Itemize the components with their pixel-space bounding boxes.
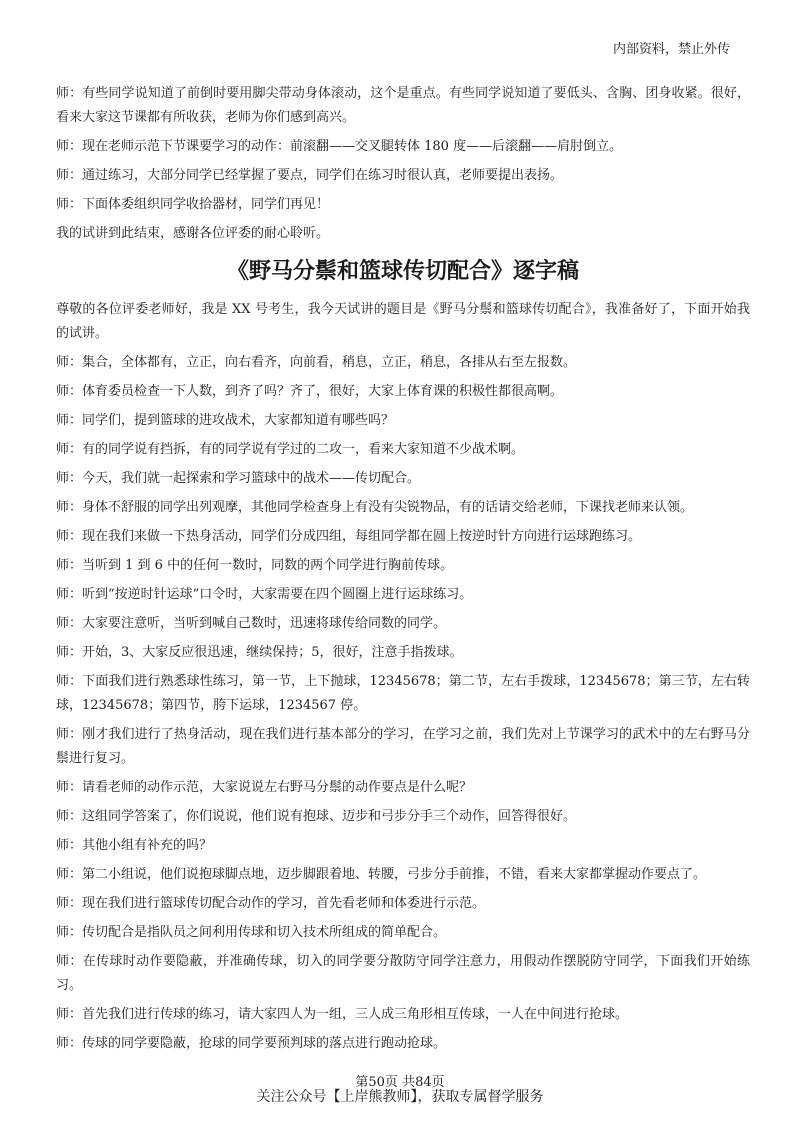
paragraph: 师：这组同学答案了，你们说说，他们说有抱球、迈步和弓步分手三个动作，回答得很好。 xyxy=(56,809,577,824)
header-note: 内部资料，禁止外传 xyxy=(612,42,730,57)
paragraph: 师：开始，3、大家反应很迅速，继续保持；5，很好，注意手指拨球。 xyxy=(56,645,463,660)
paragraph: 师：第二小组说，他们说抱球脚点地，迈步脚跟着地、转腰，弓步分手前推，不错，看来大家都掌握动作要点了。 xyxy=(56,867,707,882)
paragraph: 师：其他小组有补充的吗？ xyxy=(56,838,213,853)
paragraph: 师：同学们，提到篮球的进攻战术，大家都知道有哪些吗？ xyxy=(56,413,395,428)
paragraph: 师：有的同学说有挡拆，有的同学说有学过的二攻一，看来大家知道不少战术啊。 xyxy=(56,442,525,457)
paragraph: 师：今天，我们就一起探索和学习篮球中的战术——传切配合。 xyxy=(56,471,421,486)
document-body xyxy=(56,82,750,1061)
paragraph: 师：现在老师示范下节课要学习的动作：前滚翻——交叉腿转体 180 度——后滚翻——肩肘倒立。 xyxy=(56,139,623,154)
paragraph: 师：有些同学说知道了前倒时要用脚尖带动身体滚动，这个是重点。有些同学说知道了要低头、含胸、团身收紧。很好，看来大家这节课都有所收获，老师为你们感到高兴。 xyxy=(56,86,750,125)
paragraph: 师：现在我们来做一下热身活动，同学们分成四组，每组同学都在圆上按逆时针方向进行运球跑练习。 xyxy=(56,529,642,544)
paragraph: 师：首先我们进行传球的练习，请大家四人为一组，三人成三角形相互传球，一人在中间进行抢球。 xyxy=(56,1007,629,1022)
paragraph: 师：传球的同学要隐蔽，抢球的同学要预判球的落点进行跑动抢球。 xyxy=(56,1036,447,1051)
paragraph: 师：大家要注意听，当听到喊自己数时，迅速将球传给同数的同学。 xyxy=(56,616,447,631)
paragraph: 师：刚才我们进行了热身活动，现在我们进行基本部分的学习，在学习之前，我们先对上节课学习的武术中的左右野马分鬃进行复习。 xyxy=(56,727,750,766)
section-title: 《野马分鬃和篮球传切配合》逐字稿 xyxy=(226,258,579,284)
paragraph: 师：身体不舒服的同学出列观摩，其他同学检查身上有没有尖锐物品，有的话请交给老师，下课找老师来认领。 xyxy=(56,500,694,515)
paragraph: 师：听到“按逆时针运球”口令时，大家需要在四个圆圈上进行运球练习。 xyxy=(56,587,473,602)
page-number: 第50页 共84页 xyxy=(355,1075,445,1090)
paragraph: 师：通过练习，大部分同学已经掌握了要点，同学们在练习时很认真，老师要提出表扬。 xyxy=(56,168,564,183)
paragraph: 我的试讲到此结束，感谢各位评委的耐心聆听。 xyxy=(56,226,330,241)
paragraph: 师：当听到 1 到 6 中的任何一数时，同数的两个同学进行胸前传球。 xyxy=(56,558,454,573)
paragraph: 师：现在我们进行篮球传切配合动作的学习，首先看老师和体委进行示范。 xyxy=(56,896,486,911)
paragraph: 师：下面我们进行熟悉球性练习，第一节，上下抛球，12345678；第二节，左右手拨球，12345678；第三节，左右转球，12345678；第四节，胯下运球，1234567 停。 xyxy=(56,674,750,713)
paragraph: 师：体育委员检查一下人数，到齐了吗？齐了，很好，大家上体育课的积极性都很高啊。 xyxy=(56,384,564,399)
paragraph: 师：集合，全体都有，立正，向右看齐，向前看，稍息，立正，稍息，各排从右至左报数。 xyxy=(56,355,577,370)
paragraph: 师：下面体委组织同学收拾器材，同学们再见！ xyxy=(56,197,330,212)
paragraph: 师：在传球时动作要隐蔽，并准确传球，切入的同学要分散防守同学注意力，用假动作摆脱防守同学，下面我们开始练习。 xyxy=(56,954,750,993)
paragraph: 尊敬的各位评委老师好，我是 XX 号考生，我今天试讲的题目是《野马分鬃和篮球传切配合》，我准备好了，下面开始我的试讲。 xyxy=(56,302,750,341)
paragraph: 师：传切配合是指队员之间利用传球和切入技术所组成的简单配合。 xyxy=(56,925,447,940)
paragraph: 师：请看老师的动作示范，大家说说左右野马分鬃的动作要点是什么呢？ xyxy=(56,780,473,795)
footer-promo: 关注公众号【上岸熊教师】，获取专属督学服务 xyxy=(256,1089,544,1105)
